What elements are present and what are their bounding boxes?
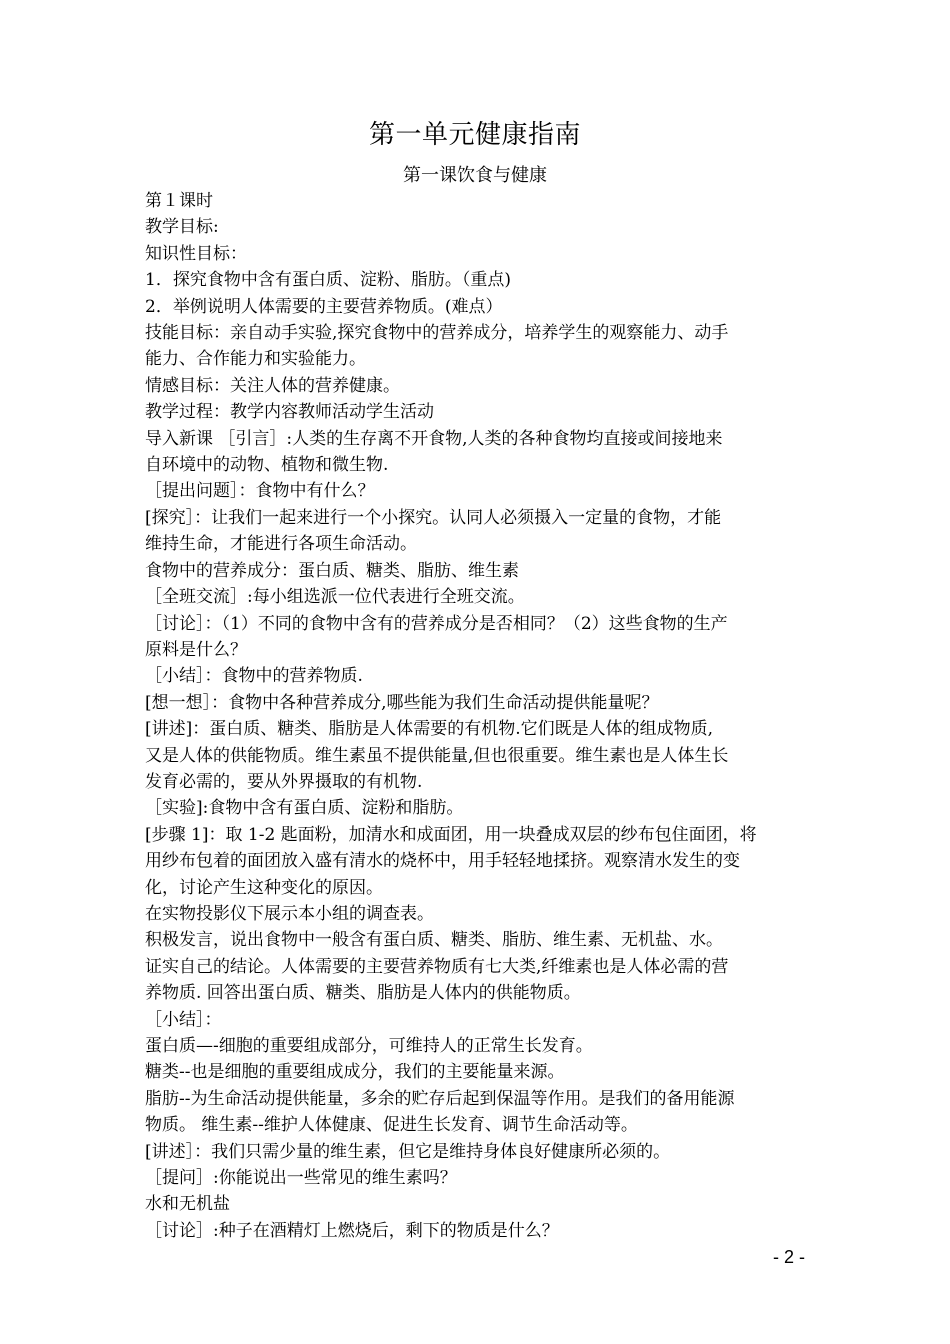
text-line: 教学过程：教学内容教师活动学生活动 (145, 402, 434, 423)
text-line: 能力、合作能力和实验能力。 (145, 349, 366, 370)
text-line: 食物中的营养成分：蛋白质、糖类、脂肪、维生素 (145, 560, 519, 581)
lesson-body (145, 188, 810, 1244)
text-line: 物质。 维生素--维护人体健康、促进生长发育、调节生命活动等。 (145, 1115, 638, 1136)
text-line: [步骤 1]：取 1-2 匙面粉，加清水和成面团，用一块叠成双层的纱布包住面团，将 (145, 824, 757, 845)
page-title: 第一单元健康指南 (368, 120, 581, 150)
page-number: - 2 - (772, 1247, 805, 1267)
text-line: 发育必需的，要从外界摄取的有机物. (145, 771, 423, 792)
text-line: 导入新课 ［引言］:人类的生存离不开食物,人类的各种食物均直接或间接地来 (145, 428, 723, 449)
lesson-subtitle: 第一课饮食与健康 (403, 165, 547, 186)
text-line: [探究］：让我们一起来进行一个小探究。认同人必须摄入一定量的食物，才能 (145, 507, 722, 528)
text-line: 用纱布包着的面团放入盛有清水的烧杯中，用手轻轻地揉挤。观察清水发生的变 (145, 851, 740, 872)
text-line: 证实自己的结论。人体需要的主要营养物质有七大类,纤维素也是人体必需的营 (145, 956, 729, 977)
text-line: 在实物投影仪下展示本小组的调查表。 (145, 903, 434, 924)
text-line: 水和无机盐 (145, 1194, 230, 1215)
text-line: 蛋白质—-细胞的重要组成部分，可维持人的正常生长发育。 (145, 1036, 593, 1056)
text-line: [讲述]：蛋白质、糖类、脂肪是人体需要的有机物.它们既是人体的组成物质, (145, 719, 714, 740)
text-line: 原料是什么？ (145, 639, 247, 660)
text-line: 脂肪--为生命活动提供能量，多余的贮存后起到保温等作用。是我们的备用能源 (145, 1088, 735, 1109)
text-line: 养物质. 回答出蛋白质、糖类、脂肪是人体内的供能物质。 (145, 983, 581, 1004)
text-line: ［讨论］:种子在酒精灯上燃烧后，剩下的物质是什么？ (145, 1220, 559, 1241)
text-line: 维持生命，才能进行各项生命活动。 (145, 534, 417, 555)
text-line: 化，讨论产生这种变化的原因。 (145, 877, 383, 898)
text-line: ［实验]:食物中含有蛋白质、淀粉和脂肪。 (145, 798, 464, 819)
text-line: ［小结］：食物中的营养物质. (145, 666, 363, 687)
text-line: 知识性目标： (145, 243, 247, 264)
text-line: 技能目标：亲自动手实验,探究食物中的营养成分，培养学生的观察能力、动手 (145, 323, 729, 344)
text-line: 自环境中的动物、植物和微生物. (145, 455, 389, 476)
text-line: [讲述］：我们只需少量的维生素，但它是维持身体良好健康所必须的。 (145, 1141, 671, 1162)
text-line: 糖类--也是细胞的重要组成成分，我们的主要能量来源。 (145, 1062, 565, 1083)
text-line: [想一想］：食物中各种营养成分,哪些能为我们生命活动提供能量呢？ (145, 692, 659, 713)
text-line: ［全班交流］:每小组选派一位代表进行全班交流。 (145, 587, 525, 608)
text-line: 1．探究食物中含有蛋白质、淀粉、脂肪。（重点) (145, 270, 511, 291)
text-line: 又是人体的供能物质。维生素虽不提供能量,但也很重要。维生素也是人体生长 (145, 745, 729, 766)
text-line: 积极发言，说出食物中一般含有蛋白质、糖类、脂肪、维生素、无机盐、水。 (145, 930, 723, 951)
text-line: 2．举例说明人体需要的主要营养物质。(难点） (145, 296, 503, 317)
text-line: ［提出问题］：食物中有什么？ (145, 481, 375, 502)
text-line: 教学目标: (145, 217, 219, 238)
text-line: 第１课时 (145, 191, 213, 211)
text-line: ［小结］： (145, 1009, 222, 1030)
text-line: ［提问］:你能说出一些常见的维生素吗？ (145, 1168, 457, 1189)
text-line: 情感目标：关注人体的营养健康。 (145, 375, 400, 396)
text-line: ［讨论］：（1）不同的食物中含有的营养成分是否相同？（2）这些食物的生产 (145, 613, 728, 634)
